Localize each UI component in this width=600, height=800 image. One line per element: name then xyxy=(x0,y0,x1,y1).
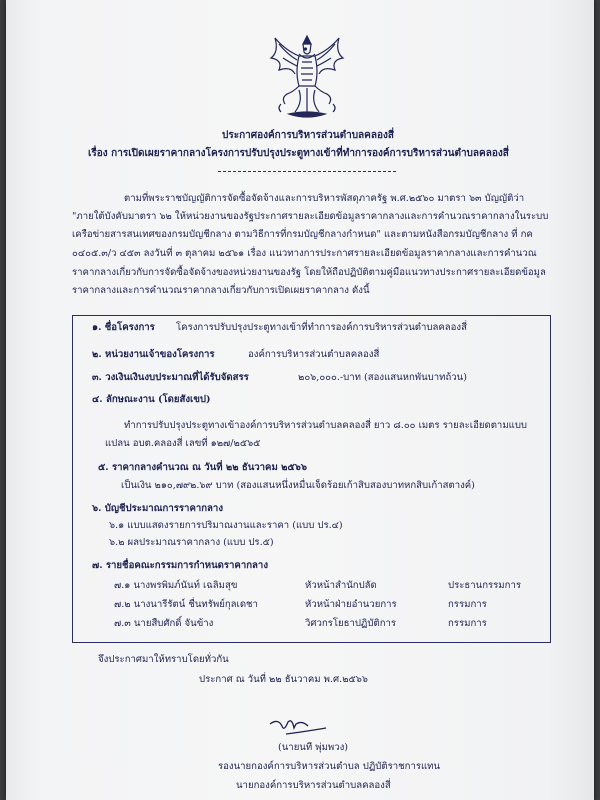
committee-role-1: ประธานกรรมการ xyxy=(448,580,521,591)
committee-name-1: ๗.๑ นางพรพิมภ์นันท์ เฉลิมสุข xyxy=(114,580,238,591)
intro-line-1: ตามที่พระราชบัญญัติการจัดซื้อจัดจ้างและการบริหารพัสดุภาครัฐ พ.ศ.๒๕๖๐ มาตรา ๖๓ บัญญัติว่า xyxy=(124,193,525,204)
committee-position-1: หัวหน้าสำนักปลัด xyxy=(305,580,377,591)
owner-label: ๒. หน่วยงานเจ้าของโครงการ xyxy=(92,349,215,360)
project-value: โครงการปรับปรุงประตูทางเข้าที่ทำการองค์การบริหารส่วนตำบลคลองสี่ xyxy=(176,322,467,333)
committee-role-3: กรรมการ xyxy=(448,618,487,629)
budget-label: ๓. วงเงินเงินงบประมาณที่ได้รับจัดสรร xyxy=(92,372,249,383)
midprice-label: ๕. ราคากลางคำนวณ ณ วันที่ ๒๒ ธันวาคม ๒๕๖๖ xyxy=(98,462,307,473)
committee-role-2: กรรมการ xyxy=(448,599,487,610)
document-page xyxy=(6,0,594,800)
budget-value: ๒๐๖,๐๐๐.-บาท (สองแสนหกพันบาทถ้วน) xyxy=(298,372,467,383)
committee-name-3: ๗.๓ นายสืบศักดิ์ จันข้าง xyxy=(114,618,214,629)
closing-notice: จึงประกาศมาให้ทราบโดยทั่วกัน xyxy=(98,654,229,665)
nature-label: ๔. ลักษณะงาน (โดยสังเขป) xyxy=(92,394,211,405)
midprice-value: เป็นเงิน ๒๑๐,๗๙๒.๖๙ บาท (สองแสนหนึ่งหมื่นเจ็ดร้อยเก้าสิบสองบาทหกสิบเก้าสตางค์) xyxy=(121,480,475,491)
project-label: ๑. ชื่อโครงการ xyxy=(92,322,155,333)
signatory-title-1: รองนายกองค์การบริหารส่วนตำบล ปฏิบัติราชการแทน xyxy=(218,761,441,772)
nature-line-2: แปลน อบต.คลองสี่ เลขที่ ๑๒๗/๒๕๖๕ xyxy=(105,438,261,449)
intro-line-4: ๐๔๐๕.๓/ว ๔๕๓ ลงวันที่ ๓ ตุลาคม ๒๕๖๑ เรื่อง แนวทางการประกาศรายละเอียดข้อมูลราคากลางและการคำนวณ xyxy=(72,248,537,259)
bill-item-1: ๖.๑ แบบแสดงรายการปริมาณงานและราคา (แบบ ปร.๔) xyxy=(109,520,343,531)
intro-line-2: "ภายใต้บังคับมาตรา ๖๒ ให้หน่วยงานของรัฐประกาศรายละเอียดข้อมูลราคากลางและการคำนวณราคากลางในระบบ xyxy=(72,211,549,222)
bill-item-2: ๖.๒ ผลประมาณราคากลาง (แบบ ปร.๕) xyxy=(109,537,274,548)
owner-value: องค์การบริหารส่วนตำบลคลองสี่ xyxy=(248,349,380,360)
committee-name-2: ๗.๒ นางนารีรัตน์ ชื่นทรัพย์กุลเดชา xyxy=(114,599,258,610)
signatory-name: (นายนที พุ่มพวง) xyxy=(278,742,349,753)
garuda-emblem xyxy=(259,32,355,122)
committee-label: ๗. รายชื่อคณะกรรมการกำหนดราคากลาง xyxy=(92,560,268,571)
closing-date: ประกาศ ณ วันที่ ๒๒ ธันวาคม พ.ศ.๒๕๖๖ xyxy=(199,674,368,685)
announcement-title: ประกาศองค์การบริหารส่วนตำบลคลองสี่ xyxy=(222,130,394,141)
committee-position-2: หัวหน้าฝ่ายอำนวยการ xyxy=(305,599,397,610)
signature-mark xyxy=(268,714,328,738)
committee-position-3: วิศวกรโยธาปฏิบัติการ xyxy=(305,618,397,629)
intro-line-5: ราคากลางเกี่ยวกับการจัดซื้อจัดจ้างของหน่วยงานของรัฐ โดยให้ถือปฏิบัติตามคู่มือแนวทางประกาศรายละเอียดข้อมูล xyxy=(72,267,546,278)
signatory-title-2: นายกองค์การบริหารส่วนตำบลคลองสี่ xyxy=(236,780,391,791)
nature-line-1: ทำการปรับปรุงประตูทางเข้าองค์การบริหารส่วนตำบลคลองสี่ ยาว ๘.๐๐ เมตร รายละเอียดตามแบบ xyxy=(124,420,528,431)
intro-line-3: เครือข่ายสารสนเทศของกรมบัญชีกลาง ตามวิธีการที่กรมบัญชีกลางกำหนด" และตามหนังสือกรมบัญชีกลาง ที่ กค xyxy=(72,229,533,240)
announcement-subject: เรื่อง การเปิดเผยราคากลางโครงการปรับปรุงประตูทางเข้าที่ทำการองค์การบริหารส่วนตำบลคลองสี่ xyxy=(88,148,509,159)
bill-label: ๖. บัญชีประมาณการราคากลาง xyxy=(92,503,224,514)
title-divider xyxy=(218,171,396,172)
intro-line-6: ราคากลางและการคำนวณราคากลางเกี่ยวกับการเปิดเผยราคากลาง ดังนี้ xyxy=(72,285,370,296)
